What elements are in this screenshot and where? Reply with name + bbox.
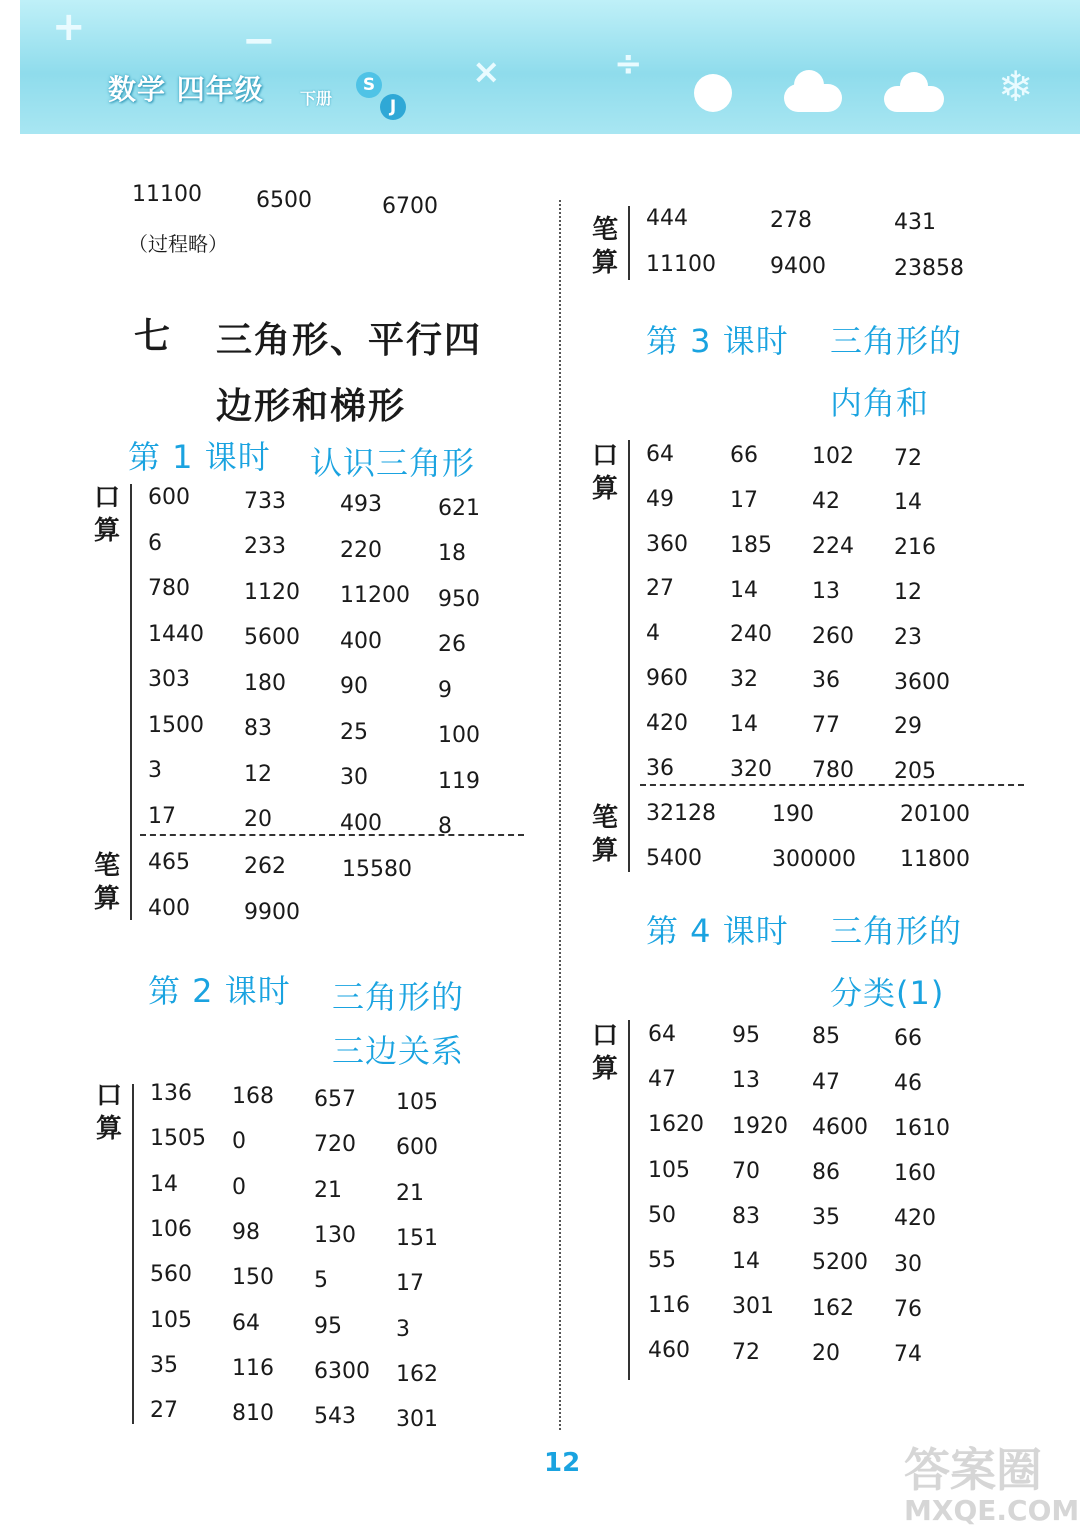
lesson-2-title-line1: 三角形的	[332, 978, 465, 1016]
lesson-4-title-line2: 分类(1)	[830, 974, 945, 1012]
answer-value: 420	[646, 710, 688, 736]
lesson-4-label: 第 4 课时	[646, 912, 789, 950]
answer-value: 303	[148, 667, 190, 692]
answer-value: 23858	[894, 255, 964, 281]
answer-value: 14	[730, 712, 758, 737]
answer-value: 460	[648, 1338, 690, 1364]
section-rule	[628, 440, 630, 872]
answer-value: 6700	[382, 194, 438, 219]
answer-value: 400	[340, 810, 382, 836]
answer-value: 810	[232, 1401, 274, 1427]
answer-value: 11800	[900, 847, 970, 873]
dashed-separator	[140, 834, 524, 836]
answer-value: 23	[894, 624, 922, 650]
answer-value: 21	[314, 1177, 342, 1203]
book-subject-grade: 数学 四年级	[108, 73, 264, 106]
answer-value: 17	[396, 1271, 424, 1297]
answer-value: 64	[648, 1022, 676, 1047]
answer-value: 6500	[256, 188, 312, 213]
answer-value: 105	[150, 1307, 192, 1333]
answer-value: 733	[244, 488, 286, 514]
answer-value: 260	[812, 623, 854, 649]
minus-icon: −	[242, 18, 276, 64]
chapter-title-line1: 三角形、平行四	[216, 320, 483, 361]
answer-value: 35	[150, 1352, 178, 1378]
lesson-1-label: 第 1 课时	[128, 438, 271, 476]
watermark-url: MXQE.COM	[904, 1494, 1080, 1527]
answer-value: 76	[894, 1296, 922, 1322]
answer-value: 320	[730, 756, 772, 782]
answer-value: 20100	[900, 802, 970, 828]
answer-value: 205	[894, 759, 936, 785]
answer-value: 12	[244, 761, 272, 787]
answer-value: 1620	[648, 1112, 704, 1138]
answer-value: 35	[812, 1205, 840, 1231]
answer-value: 42	[812, 489, 840, 515]
answer-value: 64	[646, 442, 674, 467]
lesson-3-title-line1: 三角形的	[830, 322, 963, 360]
answer-value: 95	[314, 1313, 342, 1339]
answer-value: 780	[148, 576, 190, 601]
answer-value: 0	[232, 1174, 246, 1200]
answer-value: 95	[732, 1023, 760, 1049]
answer-value: 13	[732, 1068, 760, 1094]
sun-icon	[694, 74, 732, 112]
process-omitted-note: （过程略）	[128, 232, 228, 256]
answer-value: 136	[150, 1081, 192, 1106]
lesson-3-label: 第 3 课时	[646, 322, 789, 360]
answer-value: 431	[894, 209, 936, 235]
answer-value: 50	[648, 1202, 676, 1228]
answer-value: 13	[812, 578, 840, 604]
answer-value: 46	[894, 1070, 922, 1096]
answer-value: 17	[730, 488, 758, 513]
section-rule	[130, 484, 132, 920]
answer-value: 17	[148, 803, 176, 829]
publisher-badge-s: S	[356, 72, 382, 98]
chapter-title-line2: 边形和梯形	[216, 386, 407, 427]
answer-value: 420	[894, 1206, 936, 1232]
answer-value: 3	[148, 758, 162, 783]
answer-value: 15580	[342, 857, 412, 883]
section-rule	[132, 1084, 134, 1424]
watermark-logo: 答案圈	[904, 1443, 1042, 1497]
dashed-separator	[640, 784, 1024, 786]
answer-value: 11200	[340, 583, 410, 609]
answer-value: 85	[812, 1024, 840, 1050]
answer-value: 27	[646, 576, 674, 602]
answer-value: 98	[232, 1219, 260, 1245]
answer-value: 130	[314, 1222, 356, 1248]
header-banner	[20, 0, 1080, 134]
answer-value: 70	[732, 1158, 760, 1184]
answer-value: 493	[340, 492, 382, 518]
answer-value: 86	[812, 1160, 840, 1185]
written-calc-label: 笔算	[591, 215, 618, 278]
rain-cloud-icon-top	[900, 72, 928, 100]
answer-value: 8	[438, 814, 452, 840]
snowflake-icon: ❄	[998, 62, 1034, 111]
answer-value: 27	[150, 1398, 178, 1424]
answer-value: 72	[732, 1339, 760, 1365]
answer-value: 262	[244, 853, 286, 879]
section-rule	[628, 1020, 630, 1380]
answer-value: 543	[314, 1404, 356, 1430]
answer-value: 119	[438, 768, 480, 794]
answer-value: 950	[438, 586, 480, 612]
answer-value: 5	[314, 1268, 328, 1294]
answer-value: 180	[244, 670, 286, 696]
answer-value: 3	[396, 1316, 410, 1342]
times-icon: ×	[472, 52, 501, 92]
answer-value: 55	[648, 1248, 676, 1273]
answer-value: 26	[438, 632, 466, 658]
answer-value: 14	[730, 577, 758, 603]
answer-value: 278	[770, 207, 812, 233]
answer-value: 66	[894, 1025, 922, 1051]
answer-value: 162	[812, 1295, 854, 1321]
lesson-4-title-line1: 三角形的	[830, 912, 963, 950]
lesson-3-title-line2: 内角和	[830, 384, 930, 422]
answer-value: 150	[232, 1265, 274, 1291]
lesson-1-title: 认识三角形	[310, 444, 476, 482]
answer-value: 36	[646, 755, 674, 781]
answer-value: 301	[396, 1407, 438, 1433]
answer-value: 90	[340, 674, 368, 700]
answer-value: 32128	[646, 801, 716, 826]
answer-value: 20	[244, 807, 272, 833]
answer-value: 240	[730, 622, 772, 648]
answer-value: 3600	[894, 669, 950, 695]
answer-value: 5400	[646, 846, 702, 871]
answer-value: 216	[894, 535, 936, 561]
answer-value: 301	[732, 1294, 774, 1320]
answer-value: 102	[812, 444, 854, 470]
answer-value: 66	[730, 443, 758, 469]
answer-value: 11100	[646, 252, 716, 277]
page-number: 12	[544, 1448, 581, 1478]
answer-value: 224	[812, 534, 854, 559]
answer-value: 21	[396, 1180, 424, 1206]
plus-icon: +	[52, 4, 86, 50]
answer-value: 30	[340, 765, 368, 791]
answer-value: 185	[730, 532, 772, 558]
oral-calc-label: 口算	[591, 1021, 618, 1084]
written-calc-label: 笔算	[93, 851, 120, 914]
column-divider	[559, 200, 561, 1430]
answer-value: 0	[232, 1129, 246, 1155]
section-rule	[628, 206, 630, 280]
answer-value: 14	[732, 1249, 760, 1275]
answer-value: 105	[648, 1157, 690, 1183]
answer-value: 465	[148, 850, 190, 875]
answer-value: 9900	[244, 899, 300, 925]
book-volume: 下册	[300, 89, 333, 108]
answer-value: 29	[894, 714, 922, 740]
answer-value: 14	[150, 1171, 178, 1197]
answer-value: 1610	[894, 1116, 950, 1141]
cloud-icon-top	[794, 70, 824, 100]
answer-value: 1120	[244, 579, 300, 605]
answer-value: 47	[648, 1067, 676, 1093]
publisher-badge-j: J	[380, 94, 406, 120]
answer-value: 83	[732, 1204, 760, 1229]
answer-value: 400	[340, 628, 382, 654]
answer-value: 720	[314, 1132, 356, 1158]
answer-value: 6	[148, 530, 162, 556]
answer-value: 160	[894, 1161, 936, 1187]
answer-value: 168	[232, 1084, 274, 1109]
answer-value: 100	[438, 723, 480, 749]
lesson-2-label: 第 2 课时	[148, 972, 291, 1010]
answer-value: 20	[812, 1340, 840, 1366]
answer-value: 780	[812, 758, 854, 783]
answer-value: 18	[438, 541, 466, 567]
answer-value: 83	[244, 716, 272, 742]
answer-value: 30	[894, 1251, 922, 1277]
answer-value: 47	[812, 1069, 840, 1095]
answer-value: 6300	[314, 1358, 370, 1384]
answer-value: 11100	[132, 182, 202, 207]
answer-value: 1920	[732, 1113, 788, 1139]
chapter-number: 七	[134, 316, 173, 357]
written-calc-label: 笔算	[591, 803, 618, 866]
answer-value: 657	[314, 1087, 356, 1112]
answer-value: 74	[894, 1342, 922, 1367]
answer-value: 300000	[772, 846, 856, 872]
answer-value: 444	[646, 206, 688, 231]
answer-value: 560	[150, 1262, 192, 1288]
answer-value: 151	[396, 1225, 438, 1251]
answer-value: 9	[438, 677, 452, 703]
answer-value: 162	[396, 1361, 438, 1387]
answer-value: 621	[438, 495, 480, 521]
answer-value: 5200	[812, 1250, 868, 1276]
answer-value: 106	[150, 1216, 192, 1242]
answer-value: 25	[340, 719, 368, 745]
oral-calc-label: 口算	[93, 483, 120, 546]
answer-value: 5600	[244, 625, 300, 651]
lesson-2-title-line2: 三边关系	[332, 1032, 465, 1070]
answer-value: 360	[646, 531, 688, 557]
answer-value: 220	[340, 537, 382, 563]
answer-value: 400	[148, 896, 190, 921]
answer-value: 600	[148, 485, 190, 510]
answer-value: 12	[894, 580, 922, 605]
answer-value: 1440	[148, 621, 204, 647]
answer-value: 72	[894, 445, 922, 471]
answer-value: 4	[646, 621, 660, 647]
answer-value: 32	[730, 667, 758, 693]
answer-value: 4600	[812, 1114, 868, 1140]
answer-value: 64	[232, 1310, 260, 1336]
oral-calc-label: 口算	[591, 441, 618, 504]
answer-value: 77	[812, 713, 840, 739]
answer-value: 14	[894, 490, 922, 516]
answer-value: 600	[396, 1135, 438, 1161]
answer-value: 960	[646, 666, 688, 691]
answer-value: 1500	[148, 712, 204, 738]
answer-value: 233	[244, 534, 286, 560]
answer-value: 116	[648, 1293, 690, 1319]
answer-value: 116	[232, 1355, 274, 1381]
answer-value: 105	[396, 1090, 438, 1115]
answer-value: 49	[646, 486, 674, 512]
oral-calc-label: 口算	[95, 1081, 122, 1144]
divide-icon: ÷	[614, 44, 643, 84]
answer-value: 9400	[770, 253, 826, 279]
answer-value: 190	[772, 801, 814, 827]
answer-value: 1505	[150, 1126, 206, 1152]
answer-value: 36	[812, 668, 840, 694]
